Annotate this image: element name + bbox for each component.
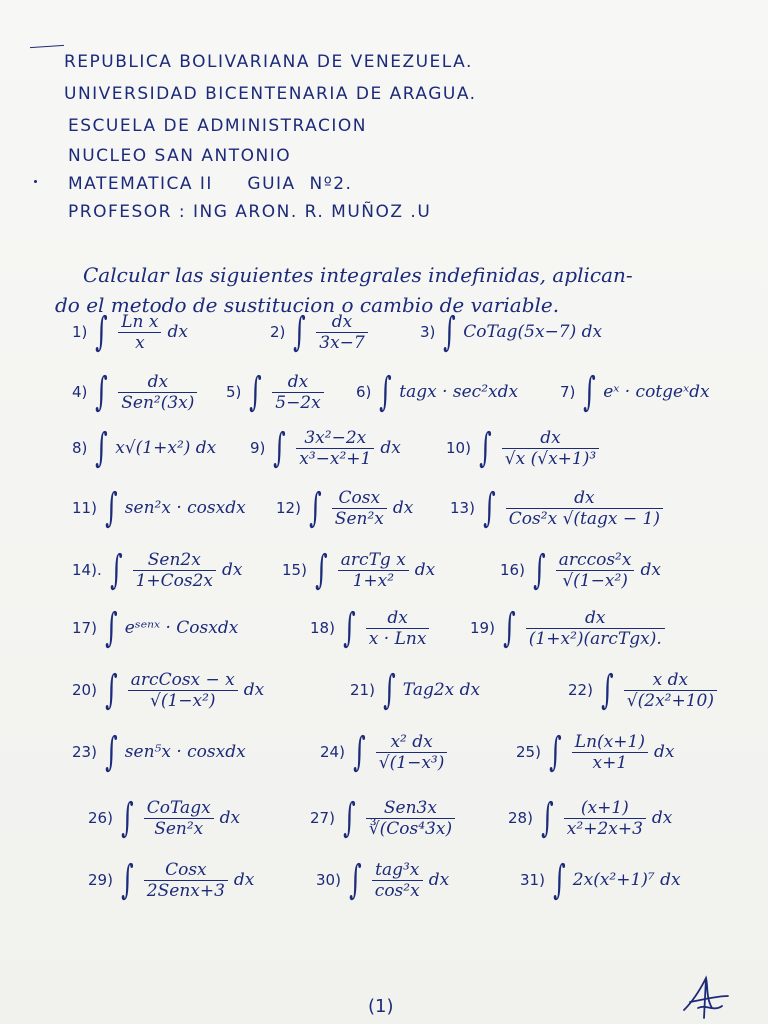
numerator: dx — [147, 371, 169, 392]
integral-sign-icon: ∫ — [503, 605, 516, 651]
numerator: Sen3x — [383, 797, 437, 818]
integral-sign-icon: ∫ — [309, 485, 322, 531]
numerator: Cosx — [338, 487, 381, 508]
exercise-number: 15) — [282, 561, 307, 579]
exercise-27 — [310, 788, 458, 848]
exercise-number: 22) — [568, 681, 593, 699]
instructions-line-1: Calcular las siguientes integrales indefinidas, aplican- — [83, 263, 633, 287]
exercise-21 — [350, 660, 480, 720]
differential: dx — [428, 870, 450, 890]
exercise-20 — [72, 660, 264, 720]
integrand: tagx · sec²xdx — [399, 382, 519, 402]
exercise-number: 28) — [508, 809, 533, 827]
fraction — [316, 312, 367, 353]
differential: dx — [651, 808, 673, 828]
exercise-17 — [72, 598, 238, 658]
integral-sign-icon: ∫ — [121, 857, 134, 903]
exercise-1 — [72, 302, 188, 362]
fraction — [338, 550, 409, 591]
exercise-number: 4) — [72, 383, 88, 401]
fraction — [332, 488, 387, 529]
denominator: x — [135, 332, 145, 353]
integral-sign-icon: ∫ — [533, 547, 546, 593]
header-republic: REPUBLICA BOLIVARIANA DE VENEZUELA. — [64, 52, 473, 72]
exercise-number: 23) — [72, 743, 97, 761]
denominator: ∛(Cos⁴3x) — [368, 818, 453, 839]
numerator: arccos²x — [558, 549, 632, 570]
numerator: Sen2x — [147, 549, 201, 570]
numerator: Ln x — [121, 311, 159, 332]
fraction — [372, 860, 423, 901]
integral-sign-icon: ∫ — [95, 309, 109, 355]
differential: dx — [380, 438, 401, 458]
differential: dx — [414, 560, 436, 580]
exercise-number: 27) — [310, 809, 335, 827]
denominator: Sen²x — [154, 818, 204, 839]
integral-sign-icon: ∫ — [553, 857, 566, 903]
integral-sign-icon: ∫ — [583, 369, 597, 415]
denominator: Sen²(3x) — [121, 392, 195, 413]
integral-sign-icon: ∫ — [549, 729, 562, 775]
exercise-number: 10) — [446, 439, 471, 457]
integral-sign-icon: ∫ — [479, 425, 492, 471]
fraction — [376, 732, 448, 773]
numerator: CoTagx — [146, 797, 211, 818]
fraction — [128, 670, 238, 711]
integral-sign-icon: ∫ — [105, 485, 118, 531]
numerator: arcTg x — [340, 549, 406, 570]
numerator: dx — [331, 311, 353, 332]
exercise-number: 8) — [72, 439, 88, 457]
exercise-number: 9) — [250, 439, 266, 457]
numerator: dx — [585, 607, 606, 628]
integral-sign-icon: ∫ — [383, 667, 396, 713]
denominator: √(1−x²) — [150, 690, 216, 711]
exercise-15 — [282, 540, 435, 600]
exercise-9 — [250, 418, 401, 478]
differential: dx — [222, 560, 243, 580]
exercise-number: 1) — [72, 323, 88, 341]
denominator: (1+x²)(arcTgx). — [528, 628, 662, 649]
exercise-number: 18) — [310, 619, 335, 637]
integral-sign-icon: ∫ — [443, 309, 457, 355]
numerator: dx — [574, 487, 595, 508]
margin-dot — [34, 180, 37, 183]
integrand: sen²x · cosxdx — [124, 498, 246, 518]
exercise-number: 29) — [88, 871, 113, 889]
integrand: x√(1+x²) dx — [115, 438, 217, 458]
exercise-number: 21) — [350, 681, 375, 699]
denominator: 3x−7 — [319, 332, 365, 353]
integrand: Tag2x dx — [402, 680, 481, 700]
integral-sign-icon: ∫ — [293, 309, 307, 355]
fraction — [118, 312, 161, 353]
integral-sign-icon: ∫ — [379, 369, 393, 415]
integral-sign-icon: ∫ — [343, 795, 356, 841]
signature-mark — [676, 972, 736, 1022]
exercise-number: 5) — [226, 383, 242, 401]
integral-sign-icon: ∫ — [95, 369, 109, 415]
page-number: (1) — [368, 996, 394, 1017]
exercise-18 — [310, 598, 432, 658]
fraction — [624, 670, 717, 711]
header-university: UNIVERSIDAD BICENTENARIA DE ARAGUA. — [64, 84, 477, 104]
integral-sign-icon: ∫ — [95, 425, 109, 471]
exercise-number: 17) — [72, 619, 97, 637]
integral-sign-icon: ∫ — [601, 667, 614, 713]
exercise-number: 12) — [276, 499, 301, 517]
exercise-number: 26) — [88, 809, 113, 827]
integral-sign-icon: ∫ — [349, 857, 362, 903]
exercise-2 — [270, 302, 371, 362]
numerator: Cosx — [165, 859, 207, 880]
denominator: √(2x²+10) — [626, 690, 714, 711]
header-course: MATEMATICA II GUIA Nº2. — [68, 174, 353, 194]
exercise-number: 6) — [356, 383, 372, 401]
numerator: (x+1) — [580, 797, 629, 818]
integral-sign-icon: ∫ — [343, 605, 356, 651]
numerator: dx — [540, 427, 561, 448]
fraction — [272, 372, 323, 413]
exercise-12 — [276, 478, 413, 538]
denominator: x+1 — [592, 752, 628, 773]
denominator: 1+x² — [352, 570, 395, 591]
exercise-number: 24) — [320, 743, 345, 761]
integral-sign-icon: ∫ — [483, 485, 496, 531]
exercise-3 — [420, 302, 602, 362]
integrand: 2x(x²+1)⁷ dx — [572, 870, 681, 890]
exercise-31 — [520, 850, 681, 910]
integral-sign-icon: ∫ — [105, 605, 118, 651]
exercise-16 — [500, 540, 661, 600]
exercise-11 — [72, 478, 246, 538]
fraction — [144, 860, 228, 901]
exercise-number: 7) — [560, 383, 576, 401]
exercise-8 — [72, 418, 216, 478]
differential: dx — [640, 560, 661, 580]
integral-sign-icon: ∫ — [273, 425, 287, 471]
denominator: x²+2x+3 — [566, 818, 643, 839]
header-nucleus: NUCLEO SAN ANTONIO — [68, 146, 292, 166]
exercise-5 — [226, 362, 327, 422]
header-professor: PROFESOR : ING ARON. R. MUÑOZ .U — [68, 202, 432, 222]
denominator: 5−2x — [275, 392, 321, 413]
integral-sign-icon: ∫ — [105, 667, 118, 713]
differential: dx — [219, 808, 241, 828]
exercise-number: 19) — [470, 619, 495, 637]
fraction — [366, 798, 455, 839]
exercise-number: 14). — [72, 561, 102, 579]
integrand: eˣ · cotgeˣdx — [603, 382, 710, 402]
denominator: x · Lnx — [368, 628, 427, 649]
fraction — [133, 550, 216, 591]
denominator: √x (√x+1)³ — [504, 448, 597, 469]
exercise-number: 11) — [72, 499, 97, 517]
integral-sign-icon: ∫ — [105, 729, 118, 775]
exercise-4 — [72, 362, 200, 422]
fraction — [556, 550, 635, 591]
denominator: √(1−x³) — [378, 752, 445, 773]
integral-sign-icon: ∫ — [249, 369, 263, 415]
exercise-number: 2) — [270, 323, 286, 341]
denominator: 2Senx+3 — [146, 880, 225, 901]
fraction — [526, 608, 665, 649]
fraction — [366, 608, 430, 649]
denominator: 1+Cos2x — [135, 570, 213, 591]
numerator: Ln(x+1) — [574, 731, 645, 752]
integral-sign-icon: ∫ — [109, 547, 123, 593]
exercise-25 — [516, 722, 674, 782]
exercise-24 — [320, 722, 450, 782]
exercise-26 — [88, 788, 240, 848]
numerator: arcCosx − x — [130, 669, 235, 690]
integral-sign-icon: ∫ — [353, 729, 366, 775]
numerator: x dx — [652, 669, 689, 690]
differential: dx — [392, 498, 414, 518]
differential: dx — [233, 870, 255, 890]
fraction — [572, 732, 648, 773]
differential: dx — [653, 742, 675, 762]
denominator: cos²x — [374, 880, 420, 901]
denominator: x³−x²+1 — [299, 448, 372, 469]
exercise-10 — [446, 418, 602, 478]
exercise-19 — [470, 598, 668, 658]
exercise-number: 30) — [316, 871, 341, 889]
integral-sign-icon: ∫ — [541, 795, 554, 841]
header-school: ESCUELA DE ADMINISTRACION — [68, 116, 367, 136]
exercise-7 — [560, 362, 710, 422]
fraction — [506, 488, 663, 529]
integrand: CoTag(5x−7) dx — [463, 322, 603, 342]
fraction — [564, 798, 646, 839]
exercise-6 — [356, 362, 518, 422]
integral-sign-icon: ∫ — [121, 795, 134, 841]
fraction — [118, 372, 197, 413]
exercise-14 — [72, 540, 242, 600]
integrand: sen⁵x · cosxdx — [124, 742, 246, 762]
exercise-number: 20) — [72, 681, 97, 699]
differential: dx — [167, 322, 188, 342]
denominator: Sen²x — [334, 508, 384, 529]
header-underline — [30, 45, 64, 48]
instructions-line-2: do el metodo de sustitucion o cambio de variable. — [55, 293, 560, 317]
fraction — [296, 428, 374, 469]
exercise-number: 31) — [520, 871, 545, 889]
integral-sign-icon: ∫ — [315, 547, 328, 593]
exercise-28 — [508, 788, 672, 848]
exercise-number: 25) — [516, 743, 541, 761]
numerator: dx — [287, 371, 309, 392]
exercise-number: 13) — [450, 499, 475, 517]
exercise-29 — [88, 850, 254, 910]
differential: dx — [243, 680, 265, 700]
exercise-30 — [316, 850, 449, 910]
numerator: tag³x — [375, 859, 420, 880]
exercise-number: 3) — [420, 323, 436, 341]
denominator: √(1−x²) — [562, 570, 628, 591]
exercise-23 — [72, 722, 246, 782]
fraction — [144, 798, 214, 839]
exercise-22 — [568, 660, 720, 720]
exercise-number: 16) — [500, 561, 525, 579]
denominator: Cos²x √(tagx − 1) — [508, 508, 660, 529]
integrand: eˢᵉⁿˣ · Cosxdx — [124, 618, 239, 638]
numerator: x² dx — [390, 731, 433, 752]
numerator: 3x²−2x — [304, 427, 367, 448]
numerator: dx — [387, 607, 408, 628]
exercise-13 — [450, 478, 666, 538]
fraction — [502, 428, 599, 469]
